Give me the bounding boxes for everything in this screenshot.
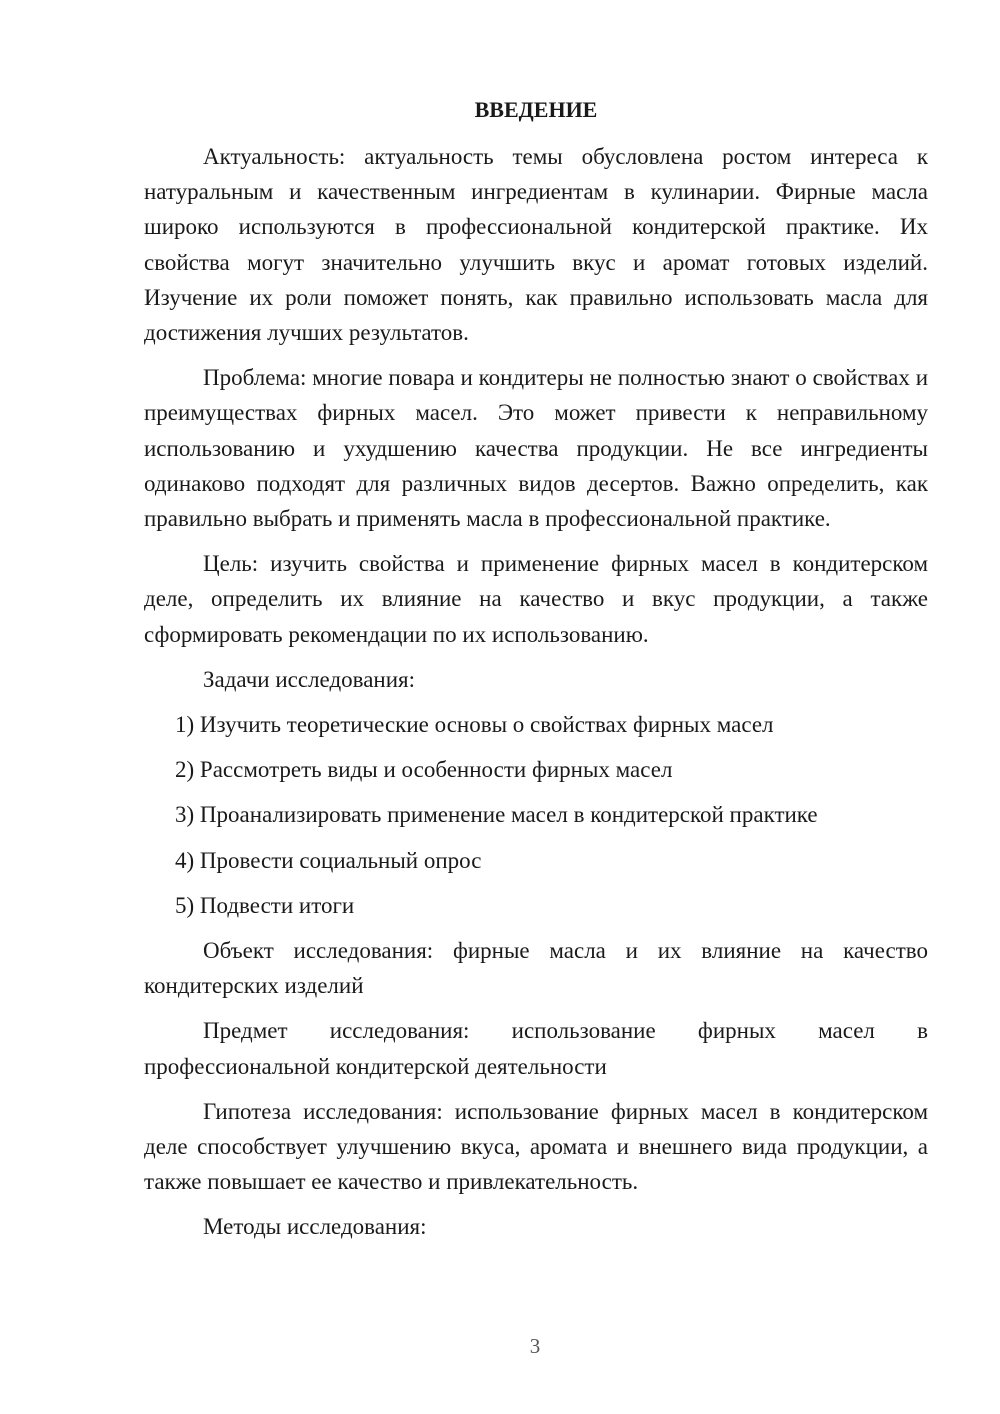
relevance-paragraph: Актуальность: актуальность темы обусловлена ростом интереса к натуральным и качественным ингредиентам в кулинарии. Фирные масла широко используются в профессиональной кондитерской практике. Их свойства могут значительно улучшить вкус и аромат готовых изделий. Изучение их роли поможет понять, как правильно использовать масла для достижения лучших результатов. (144, 144, 928, 346)
task-item-4: 4) Провести социальный опрос (175, 847, 482, 873)
page-number: 3 (529, 1334, 541, 1358)
methods-label: Методы исследования: (203, 1214, 427, 1240)
task-item-1: 1) Изучить теоретические основы о свойствах фирных масел (175, 712, 774, 738)
task-item-5: 5) Подвести итоги (175, 892, 355, 918)
tasks-label: Задачи исследования: (203, 666, 416, 692)
task-item-3: 3) Проанализировать применение масел в кондитерской практике (175, 802, 818, 828)
task-item-2: 2) Рассмотреть виды и особенности фирных масел (175, 757, 673, 783)
problem-paragraph: Проблема: многие повара и кондитеры не полностью знают о свойствах и преимуществах фирных масел. Это может привести к неправильному использованию и ухудшению качества продукции. Не все ингредиенты одинаково подходят для различных видов десертов. Важно определить, как правильно выбрать и применять масла в профессиональной практике. (144, 365, 928, 532)
subject-paragraph: Предмет исследования: использование фирных масел в профессиональной кондитерской деятельности (144, 1018, 928, 1079)
page-title: ВВЕДЕНИЕ (474, 97, 598, 122)
page-content (144, 92, 928, 1255)
hypothesis-paragraph: Гипотеза исследования: использование фирных масел в кондитерском деле способствует улучшению вкуса, аромата и внешнего вида продукции, а также повышает ее качество и привлекательность. (144, 1098, 928, 1195)
tasks-list (144, 707, 928, 923)
object-paragraph: Объект исследования: фирные масла и их влияние на качество кондитерских изделий (144, 938, 928, 999)
goal-paragraph: Цель: изучить свойства и применение фирных масел в кондитерском деле, определить их влияние на качество и вкус продукции, а также сформировать рекомендации по их использованию. (144, 551, 928, 647)
